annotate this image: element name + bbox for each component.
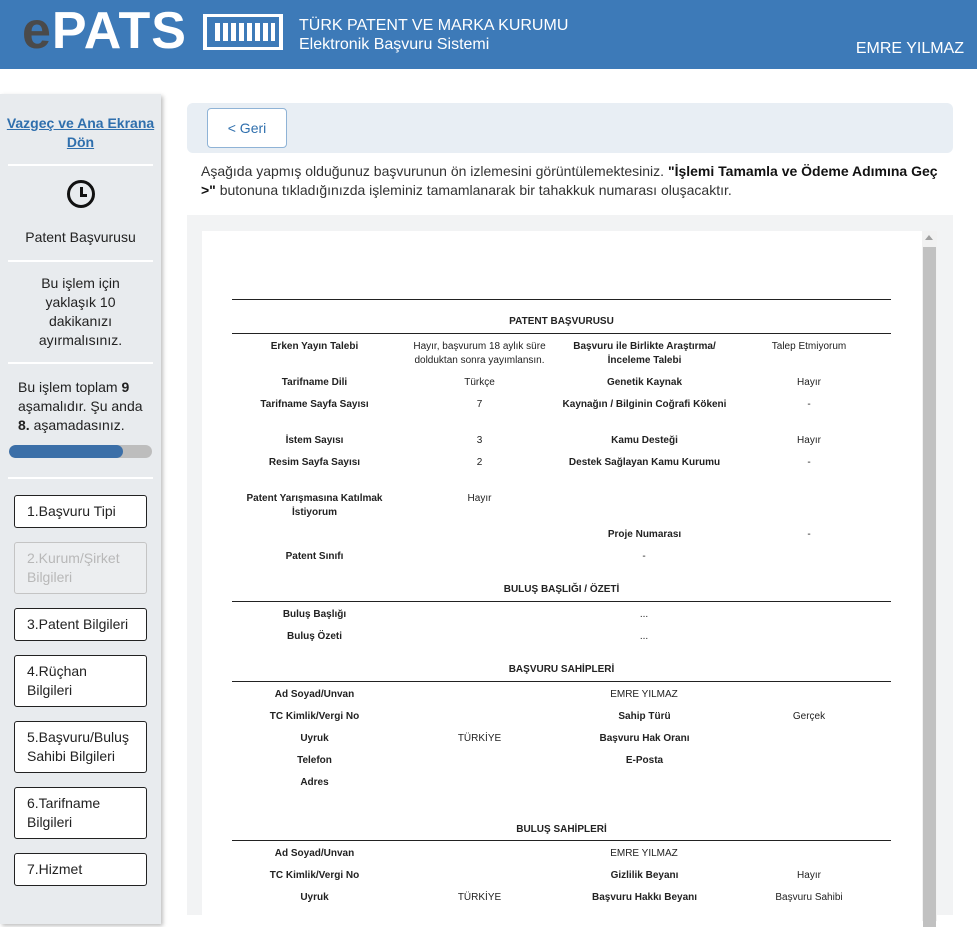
patent-rows — [232, 334, 891, 544]
field-label: Uyruk — [300, 733, 329, 744]
field-value — [397, 522, 562, 544]
applicant-name-label: Ad Soyad/Unvan — [274, 689, 355, 700]
table-row — [232, 682, 891, 704]
logo-bracket-graphic — [203, 14, 283, 50]
field-label: TC Kimlik/Vergi No — [269, 870, 360, 881]
field-label: Kaynağın / Bilginin Coğrafi Kökeni — [562, 399, 727, 410]
table-row — [232, 624, 891, 646]
field-label: Erken Yayın Talebi — [270, 341, 359, 352]
field-label: Sahip Türü — [618, 711, 671, 722]
cancel-and-home-link[interactable]: Vazgeç ve Ana Ekrana Dön — [6, 115, 155, 150]
field-value: Gerçek — [792, 711, 826, 722]
patent-class-label: Patent Sınıfı — [285, 551, 344, 562]
step-button-7[interactable]: 7.Hizmet — [14, 853, 147, 886]
field-label: İstem Sayısı — [285, 435, 344, 446]
applicant-rows — [232, 704, 891, 792]
organization-name — [299, 16, 568, 54]
field-value: - — [807, 529, 811, 540]
section-title-patent: PATENT BAŞVURUSU — [509, 316, 614, 327]
field-value: Hayır, başvurum 18 aylık süre dolduktan sonra yayımlansın. — [413, 341, 546, 366]
preview-scrollbar[interactable] — [922, 231, 937, 921]
field-value — [727, 748, 891, 770]
service-name: Patent Başvurusu — [25, 229, 136, 245]
table-row — [232, 544, 891, 566]
step-button-5[interactable]: 5.Başvuru/Buluş Sahibi Bilgileri — [14, 721, 147, 773]
field-value: 2 — [476, 457, 483, 468]
field-label: Proje Numarası — [607, 529, 682, 540]
scroll-thumb[interactable] — [923, 247, 936, 927]
inventor-name-label: Ad Soyad/Unvan — [274, 848, 355, 859]
step-button-4[interactable]: 4.Rüçhan Bilgileri — [14, 655, 147, 707]
step-button-6[interactable]: 6.Tarifname Bilgileri — [14, 787, 147, 839]
field-value — [727, 770, 891, 792]
section-title-applicants: BAŞVURU SAHİPLERİ — [508, 664, 615, 675]
field-value: Başvuru Sahibi — [775, 892, 843, 903]
field-label: Destek Sağlayan Kamu Kurumu — [568, 457, 721, 468]
step-list — [0, 495, 161, 886]
field-value: TÜRKİYE — [457, 892, 502, 903]
field-value: - — [807, 457, 811, 468]
inventor-rows — [232, 863, 891, 907]
top-action-bar — [187, 103, 953, 153]
section-title-inventors: BULUŞ SAHİPLERİ — [516, 824, 607, 835]
field-label: Gizlilik Beyanı — [610, 870, 679, 881]
field-value: Hayır — [797, 377, 821, 388]
field-label: TC Kimlik/Vergi No — [269, 711, 360, 722]
invention-title-label: Buluş Başlığı — [282, 609, 347, 620]
step-button-2: 2.Kurum/Şirket Bilgileri — [14, 542, 147, 594]
intro-text: Aşağıda yapmış olduğunuz başvurunun ön izlemesini görüntülemektesiniz. "İşlemi Tamamla ve Ödeme Adımına Geç >" butonuna tıkladığınızda işleminiz tamamlanarak bir tahakkuk numarası oluşacaktır. — [201, 163, 938, 198]
table-row — [232, 370, 891, 392]
field-label — [562, 770, 727, 792]
table-row — [232, 726, 891, 748]
field-label: Genetik Kaynak — [606, 377, 683, 388]
field-label: Uyruk — [300, 892, 329, 903]
field-label: Patent Yarışmasına Katılmak İstiyorum — [246, 493, 383, 518]
field-label: Tarifname Sayfa Sayısı — [260, 399, 369, 410]
table-row — [232, 704, 891, 726]
inventor-name-value: EMRE YILMAZ — [610, 848, 678, 859]
step-button-1[interactable]: 1.Başvuru Tipi — [14, 495, 147, 528]
field-label — [232, 522, 397, 544]
table-row — [232, 450, 891, 486]
scroll-up-arrow-icon[interactable] — [925, 235, 933, 240]
org-line-2: Elektronik Başvuru Sistemi — [299, 36, 490, 53]
field-value: Hayır — [797, 870, 821, 881]
field-value: - — [807, 399, 811, 410]
stage-progress-bar — [9, 445, 152, 458]
clock-icon — [67, 180, 95, 208]
field-label: Başvuru Hak Oranı — [599, 733, 690, 744]
field-value: 7 — [476, 399, 483, 410]
table-row — [232, 841, 891, 863]
field-value: 3 — [476, 435, 483, 446]
org-line-1: TÜRK PATENT VE MARKA KURUMU — [299, 17, 569, 34]
field-value — [397, 704, 562, 726]
field-value — [727, 486, 891, 522]
field-label: Resim Sayfa Sayısı — [268, 457, 361, 468]
field-value: TÜRKİYE — [457, 733, 502, 744]
app-header — [0, 0, 977, 69]
sidebar — [0, 94, 161, 924]
field-value — [397, 863, 562, 885]
table-row — [232, 522, 891, 544]
back-button[interactable]: < Geri — [207, 108, 287, 148]
sidebar-divider — [8, 164, 153, 166]
field-value — [397, 770, 562, 792]
field-label: E-Posta — [625, 755, 664, 766]
field-value: Hayır — [797, 435, 821, 446]
field-value — [397, 748, 562, 770]
field-label: Başvuru Hakkı Beyanı — [591, 892, 698, 903]
field-label: Adres — [300, 777, 329, 788]
field-label: Kamu Desteği — [611, 435, 678, 446]
field-value: Hayır — [467, 493, 492, 504]
table-row — [232, 748, 891, 770]
table-row — [232, 863, 891, 885]
field-label: Telefon — [297, 755, 332, 766]
applicant-name-value: EMRE YILMAZ — [610, 689, 678, 700]
stage-info: Bu işlem toplam 9 aşamalıdır. Şu anda 8. aşamadasınız. — [18, 379, 143, 433]
field-value: Türkçe — [464, 377, 495, 388]
field-value — [727, 726, 891, 748]
table-row — [232, 486, 891, 522]
table-row — [232, 334, 891, 370]
table-row — [232, 428, 891, 450]
field-value: Talep Etmiyorum — [771, 341, 847, 352]
field-label: Başvuru ile Birlikte Araştırma/ İnceleme Talebi — [573, 341, 716, 366]
stage-progress-fill — [9, 445, 123, 458]
epats-logo: ePATS — [22, 2, 187, 60]
field-label — [562, 486, 727, 522]
application-document — [232, 299, 891, 907]
invention-summary-label: Buluş Özeti — [286, 631, 342, 642]
duration-info: Bu işlem için yaklaşık 10 dakikanızı ayırmalısınız. — [38, 275, 123, 348]
section-title-invention: BULUŞ BAŞLIĞI / ÖZETİ — [503, 584, 620, 595]
user-name[interactable]: EMRE YILMAZ — [855, 40, 964, 57]
field-label: Tarifname Dili — [281, 377, 348, 388]
invention-title-value: ... — [639, 609, 649, 620]
table-row — [232, 602, 891, 624]
patent-class-value: - — [642, 551, 646, 562]
step-button-3[interactable]: 3.Patent Bilgileri — [14, 608, 147, 641]
table-row — [232, 770, 891, 792]
table-row — [232, 392, 891, 428]
invention-summary-value: ... — [639, 631, 649, 642]
